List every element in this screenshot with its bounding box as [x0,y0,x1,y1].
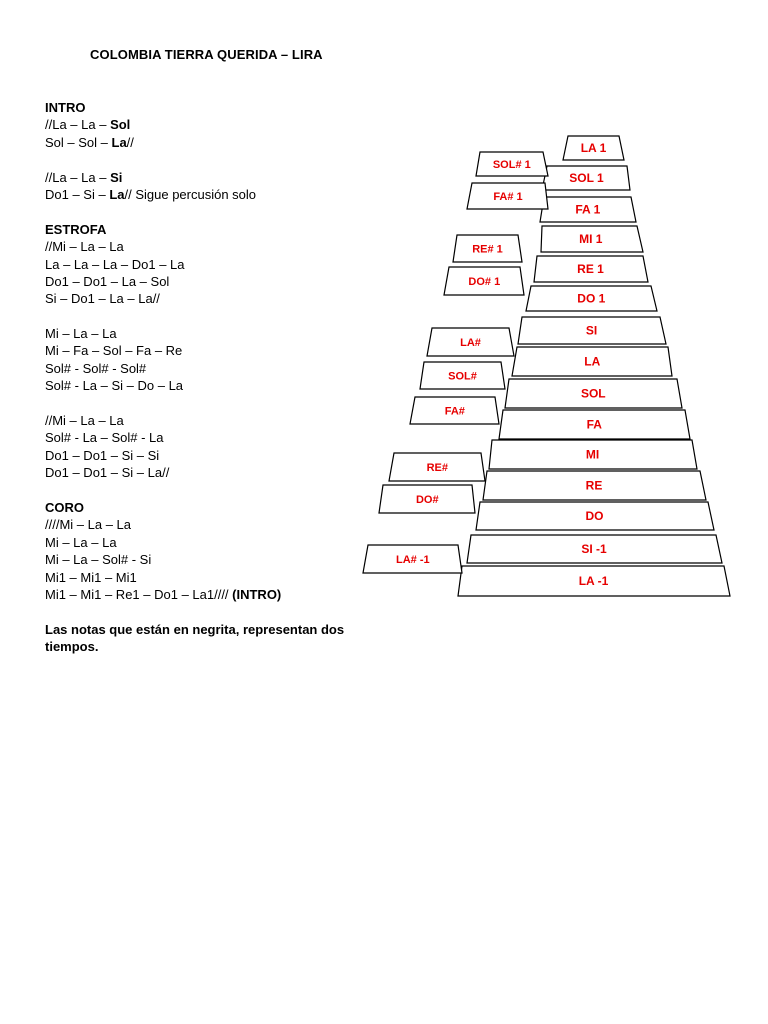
natural-note-bar [512,347,672,376]
note-text: Do1 – Do1 – La – Sol [45,273,170,289]
natural-note-bar [499,410,690,439]
natural-note-bar-label: RE 1 [577,262,604,277]
sharp-note-bar [476,152,548,176]
sharp-note-bar-label: FA# 1 [493,190,523,203]
bold-note: (INTRO) [232,586,282,602]
natural-note-bar [542,166,630,190]
note-text: // Sigue percusión solo [124,186,257,202]
natural-note-bar [526,286,657,311]
sharp-note-bar-label: DO# 1 [468,275,501,288]
section-heading: ESTROFA [45,221,107,237]
page-title: COLOMBIA TIERRA QUERIDA – LIRA [90,47,323,62]
sharp-note-bar [389,453,485,481]
natural-note-bar-label: RE [585,478,603,493]
note-text: Sol# - Sol# - Sol# [45,360,147,376]
sharp-note-bar [363,545,462,573]
natural-note-bar-label: MI [585,447,600,462]
natural-note-bar [467,535,722,563]
note-text: Sol# - La – Si – Do – La [45,378,184,394]
natural-note-bar-label: SI -1 [581,542,607,557]
natural-note-bar-label: DO 1 [577,291,606,306]
note-text: //Mi – La – La [45,239,124,255]
natural-note-bar [540,197,636,222]
note-text: Do1 – Do1 – Si – Si [45,447,160,463]
sharp-note-bar [379,485,475,513]
natural-note-bar [483,471,706,500]
natural-note-bar [458,566,730,596]
section-heading: CORO [45,499,84,515]
sharp-note-bar [453,235,522,262]
natural-note-bar [563,136,624,160]
note-text: //La – La – [45,169,111,185]
note-text: // [126,134,134,150]
note-text: Mi – La – La [45,534,117,550]
note-text: Mi1 – Mi1 – Re1 – Do1 – La1//// [45,586,233,602]
note-text: Mi – Fa – Sol – Fa – Re [45,343,183,359]
bold-note: La [111,134,127,150]
note-text: Si – Do1 – La – La// [45,291,160,307]
sharp-note-bar [427,328,514,356]
sharp-note-bar-label: RE# 1 [472,243,503,256]
sharp-note-bar-label: SOL# 1 [492,158,531,171]
note-text: ////Mi – La – La [45,517,131,533]
sharp-note-bar-label: SOL# [448,370,477,383]
bold-notes-explanation: Las notas que están en negrita, representan dos tiempos. [45,621,345,655]
natural-note-bar-label: FA [586,417,602,432]
sharp-note-bar [420,362,505,389]
sharp-note-bar-label: FA# [444,405,465,418]
natural-note-bar-label: FA 1 [575,202,601,217]
sharp-note-bar-label: LA# [460,336,481,349]
note-text: Sol# - La – Sol# - La [45,430,164,446]
bold-note: La [109,186,125,202]
sharp-note-bar-label: LA# -1 [395,553,430,566]
note-text: //La – La – [45,117,111,133]
natural-note-bar [541,226,643,252]
bold-note: Si [110,169,123,185]
natural-note-bar-label: SOL 1 [569,171,604,186]
sharp-note-bar [467,183,548,209]
natural-note-bar [505,379,682,408]
bold-note: Sol [110,117,131,133]
natural-note-bar-label: DO [585,509,604,524]
natural-note-bar [518,317,666,344]
sharp-note-bar [410,397,499,424]
sharp-note-bar-label: DO# [415,493,439,506]
note-text: Mi1 – Mi1 – Mi1 [45,569,137,585]
natural-note-bar [489,440,697,469]
natural-note-bar [476,502,714,530]
note-text: Do1 – Do1 – Si – La// [45,465,170,481]
natural-note-bar-label: MI 1 [579,232,603,247]
natural-note-bar-label: LA -1 [578,574,609,589]
note-text: Do1 – Si – [45,186,110,202]
natural-note-bar-label: LA [584,354,601,369]
section-heading: INTRO [45,100,86,115]
note-text: La – La – La – Do1 – La [45,256,185,272]
note-text: //Mi – La – La [45,413,124,429]
natural-note-bar-label: SOL [580,386,606,401]
natural-note-bar-label: LA 1 [580,141,607,156]
natural-note-bar [534,256,648,282]
note-text: Sol – Sol – [45,134,112,150]
sharp-note-bar [444,267,524,295]
note-text: Mi – La – La [45,326,117,342]
sharp-note-bar-label: RE# [426,461,449,474]
note-text: Mi – La – Sol# - Si [45,552,152,568]
natural-note-bar-label: SI [585,323,598,338]
